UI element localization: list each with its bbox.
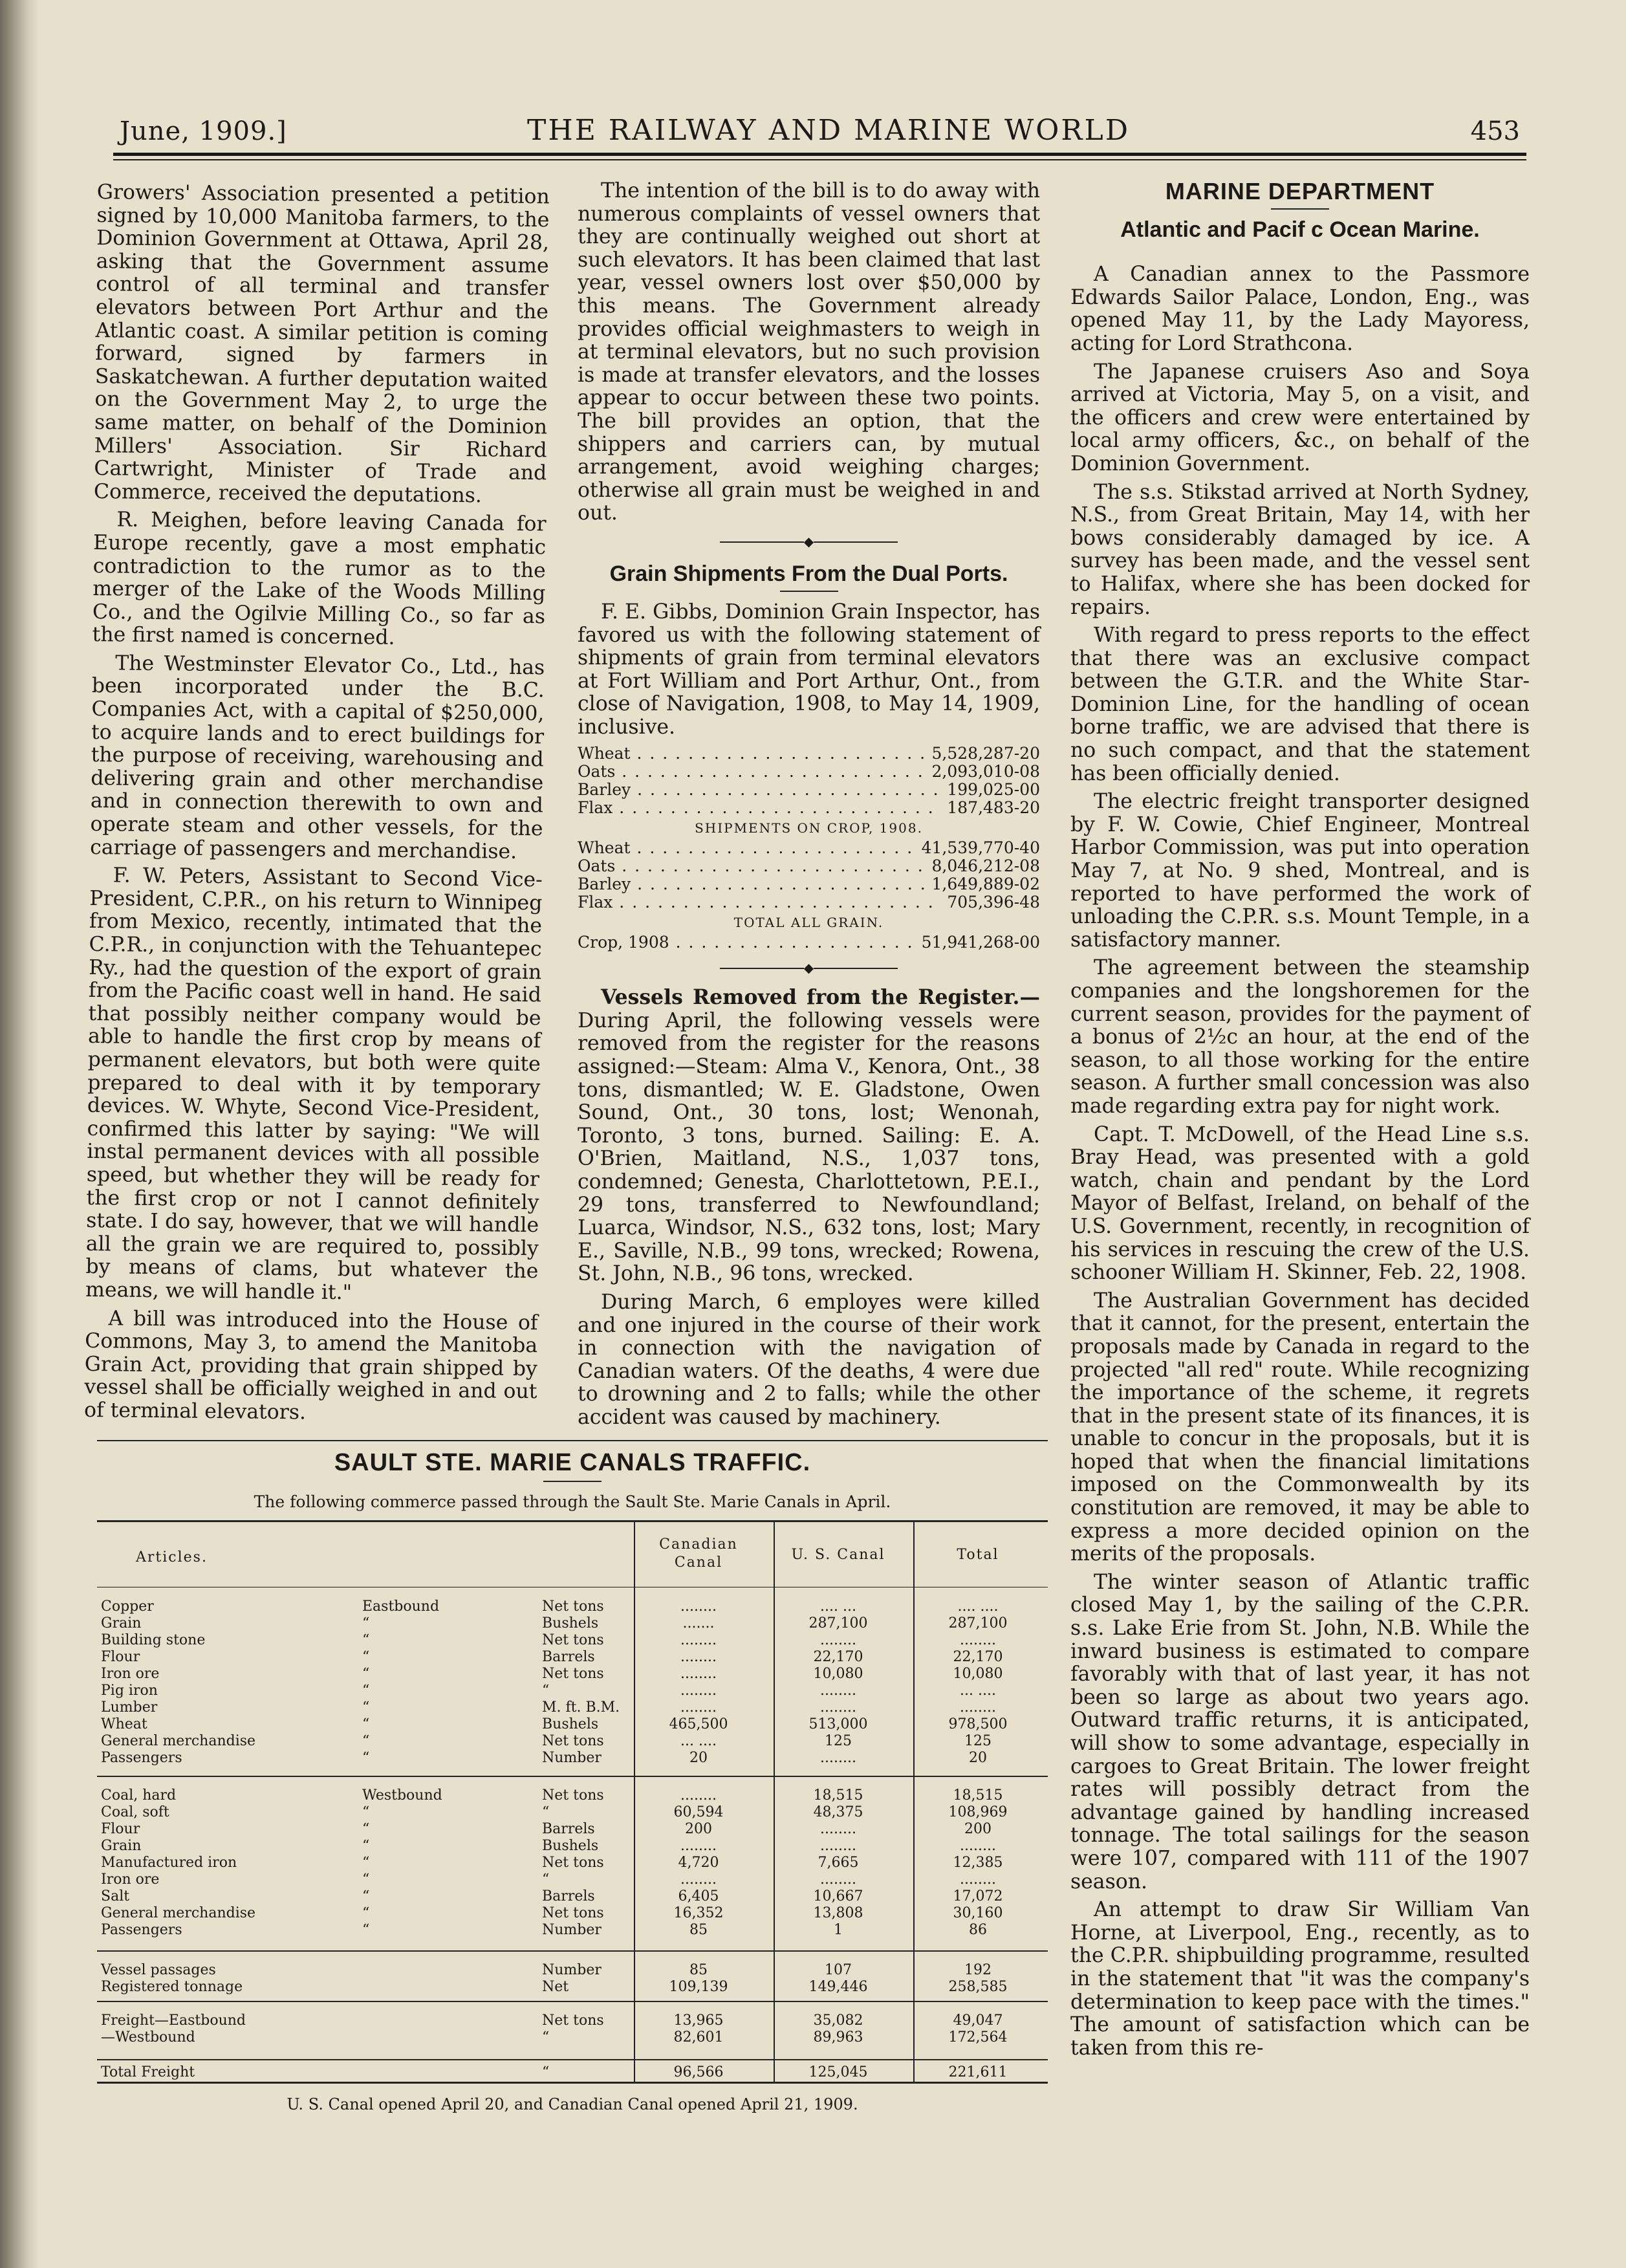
- total-row: Crop, 1908 . . . 51,941,268-00: [578, 933, 1040, 952]
- cell-art: Grain: [101, 1838, 142, 1854]
- crop-heading: SHIPMENTS ON CROP, 1908.: [695, 820, 923, 836]
- cell-c2: 13,808: [813, 1905, 863, 1921]
- canal-table-title: SAULT STE. MARIE CANALS TRAFFIC.: [334, 1449, 811, 1476]
- cell-art: Freight—Eastbound: [101, 2012, 246, 2029]
- cell-art: Wheat: [101, 1716, 147, 1732]
- cell-dir: “: [362, 1888, 370, 1904]
- cell-c2: 7,665: [818, 1855, 859, 1871]
- cell-c3: .... ....: [957, 1598, 999, 1615]
- cell-unit: Net tons: [542, 1855, 604, 1871]
- cell-c1: 200: [685, 1821, 712, 1837]
- cell-c2: 125: [825, 1733, 852, 1749]
- cell-dir: “: [362, 1804, 370, 1820]
- cell-unit: Barrels: [542, 1888, 595, 1904]
- cell-dir: “: [362, 1871, 370, 1888]
- vessels-removed-lead: Vessels Removed from the Register.—: [601, 985, 1040, 1010]
- cell-art: Coal, soft: [101, 1804, 169, 1820]
- cell-c1: 4,720: [678, 1855, 719, 1871]
- cell-c3: ........: [960, 1871, 996, 1888]
- cell-art: General merchandise: [101, 1733, 256, 1749]
- cell-unit: Net: [542, 1979, 569, 1995]
- cell-c3: 125: [964, 1733, 992, 1749]
- column-1: [84, 181, 550, 1432]
- paragraph: The electric freight transporter designed by F. W. Cowie, Chief Engineer, Montreal Harbor Commission, was put into operation May 7, at No. 9 shed, Montreal, and is reported to have performed the work of unloading the C.P.R. s.s. Mount Temple, in a satisfactory manner.: [1070, 790, 1530, 952]
- cell-c2: ........: [820, 1838, 856, 1854]
- grain-row: Oats . . . 2,093,010-08: [578, 763, 1040, 781]
- grain-row: Wheat . . . 5,528,287-20: [578, 745, 1040, 763]
- cell-art: Iron ore: [101, 1666, 160, 1682]
- cell-unit: Net tons: [542, 1632, 604, 1648]
- table-row: [97, 1615, 1048, 1632]
- table-row: [97, 1649, 1048, 1666]
- cell-c1: 465,500: [669, 1716, 728, 1732]
- cell-dir: “: [362, 1615, 370, 1631]
- cell-c3: 12,385: [953, 1855, 1003, 1871]
- cell-unit: Net tons: [542, 2012, 604, 2029]
- table-row: [97, 1716, 1048, 1733]
- canal-table-subtitle: The following commerce passed through the Sault Ste. Marie Canals in April.: [254, 1492, 891, 1511]
- cell-c1: 16,352: [673, 1905, 724, 1921]
- cell-art: Registered tonnage: [101, 1979, 243, 1995]
- cell-c1: 85: [689, 1962, 708, 1978]
- paragraph: Capt. T. McDowell, of the Head Line s.s. Bray Head, was presented with a gold watch, chain and pendant by the Lord Mayor of Belfast, Ireland, on behalf of the U.S. Government, recently, in recognition of his services in rescuing the crew of the U.S. schooner William H. Skinner, Feb. 22, 1908.: [1070, 1122, 1530, 1285]
- cell-c3: ... ....: [960, 1683, 996, 1699]
- grain-shipments-title: Grain Shipments From the Dual Ports.: [609, 561, 1008, 586]
- cell-c3: 22,170: [953, 1649, 1003, 1665]
- header-rule: [113, 153, 1526, 156]
- cell-c1: ... ....: [680, 1733, 717, 1749]
- cell-c1: 60,594: [673, 1804, 724, 1820]
- grain-row: Barley . . . 199,025-00: [578, 781, 1040, 799]
- cell-dir: “: [362, 1821, 370, 1837]
- table-row: [97, 1905, 1048, 1922]
- cell-unit: Net tons: [542, 1733, 604, 1749]
- cell-c3: ........: [960, 1632, 996, 1648]
- paragraph: A Canadian annex to the Passmore Edwards Sailor Palace, London, Eng., was opened May 11, by the Lady Mayoress, acting for Lord Strathcona.: [1070, 263, 1530, 355]
- canal-traffic-section: [97, 1449, 1048, 2113]
- paragraph: An attempt to draw Sir William Van Horne, at Liverpool, Eng., recently, as to the C.P.R. shipbuilding programme, resulted in the statement that "it was the company's determination to keep pace with the times." The amount of satisfaction which can be taken from this re-: [1070, 1898, 1530, 2060]
- crop-row: Flax . . . 705,396-48: [578, 893, 1040, 911]
- cell-c3: 172,564: [948, 2029, 1008, 2045]
- cell-art: Passengers: [101, 1922, 182, 1938]
- cell-c3: 49,047: [953, 2012, 1003, 2029]
- cell-c1: 82,601: [673, 2029, 724, 2045]
- table-row: [97, 1888, 1048, 1905]
- column-3: [1070, 180, 1530, 2065]
- paragraph: The Australian Government has decided that it cannot, for the present, entertain the proposals made by Canada in regard to the projected "all red" route. While recognizing the importance of the scheme, it regrets that in the present state of its finances, it is unable to concur in the proposals, but it is hoped that when the financial limitations imposed on the Commonwealth by its constitution are removed, it may be able to express a more decided opinion on the merits of the proposals.: [1070, 1289, 1530, 1566]
- cell-dir: “: [362, 1855, 370, 1871]
- cell-c3: 10,080: [953, 1666, 1003, 1682]
- cell-c2: 125,045: [808, 2064, 868, 2080]
- grain-row: Flax . . . 187,483-20: [578, 799, 1040, 817]
- cell-c2: 10,080: [813, 1666, 863, 1682]
- ornament-divider: ◆: [578, 530, 1040, 554]
- cell-c2: 107: [825, 1962, 852, 1978]
- table-row: [97, 1750, 1048, 1767]
- cell-unit: “: [542, 2064, 550, 2080]
- cell-c3: 192: [964, 1962, 992, 1978]
- cell-dir: “: [362, 1733, 370, 1749]
- cell-art: Total Freight: [101, 2064, 195, 2080]
- cell-art: Grain: [101, 1615, 142, 1631]
- cell-dir: Eastbound: [362, 1598, 440, 1615]
- table-row: [97, 1598, 1048, 1615]
- table-row: [97, 1683, 1048, 1699]
- cell-unit: Number: [542, 1922, 602, 1938]
- cell-c2: 89,963: [813, 2029, 863, 2045]
- table-row: [97, 2012, 1048, 2029]
- header-rule-thin: [113, 159, 1526, 160]
- cell-art: General merchandise: [101, 1905, 256, 1921]
- cell-dir: “: [362, 1716, 370, 1732]
- paragraph: With regard to press reports to the effect that there was an exclusive compact between the G.T.R. and the White Star-Dominion Line, for the handling of ocean borne traffic, we are advised that there is no such compact, and that the statement has been officially denied.: [1070, 624, 1530, 785]
- cell-unit: Bushels: [542, 1615, 599, 1631]
- page-number: 453: [1470, 116, 1520, 146]
- cell-dir: Westbound: [362, 1787, 442, 1804]
- cell-c3: 30,160: [953, 1905, 1003, 1921]
- group-divider: [97, 2059, 1048, 2060]
- paragraph: The intention of the bill is to do away with numerous complaints of vessel owners that they are continually weighed out short at such elevators. It has been claimed that last year, vessel owners lost over $50,000 by this means. The Government already provides official weighmasters to weigh in at terminal elevators, but no such provision is made at transfer elevators, and the losses appear to occur between these two points. The bill provides an option, that the shippers and carriers can, by mutual arrangement, avoid weighing charges; otherwise all grain must be weighed in and out.: [578, 179, 1040, 525]
- table-row: [97, 1632, 1048, 1649]
- cell-c3: ........: [960, 1838, 996, 1854]
- column-2: [578, 180, 1040, 1435]
- cell-unit: Bushels: [542, 1716, 599, 1732]
- cell-c2: 22,170: [813, 1649, 863, 1665]
- cell-c1: 20: [689, 1750, 708, 1766]
- cell-c1: 85: [689, 1922, 708, 1938]
- paragraph: The agreement between the steamship companies and the longshoremen for the current season, provides for the payment of a bonus of 2½c an hour, at the end of the season, to all those working for the entire season. A further small concession was also made regarding extra pay for night work.: [1070, 956, 1530, 1118]
- cell-c1: 109,139: [669, 1979, 728, 1995]
- table-row: [97, 1804, 1048, 1821]
- cell-c1: 13,965: [673, 2012, 724, 2029]
- paragraph: R. Meighen, before leaving Canada for Europe recently, gave a most emphatic contradiction to the rumor as to the merger of the Lake of the Woods Milling Co., and the Ogilvie Milling Co., so far as the first named is concerned.: [92, 508, 547, 650]
- cell-c2: ........: [820, 1750, 856, 1766]
- table-row: [97, 2064, 1048, 2081]
- title-dash: [1271, 208, 1329, 210]
- cell-unit: “: [542, 2029, 550, 2045]
- cell-c3: 978,500: [948, 1716, 1008, 1732]
- group-divider: [97, 2001, 1048, 2002]
- cell-art: Lumber: [101, 1699, 158, 1716]
- cell-c1: ........: [680, 1632, 717, 1648]
- grain-shipments-table: [578, 745, 1040, 952]
- marine-department-title: MARINE DEPARTMENT: [1165, 178, 1435, 204]
- paragraph: [578, 986, 1040, 1286]
- crop-row: Wheat . . . 41,539,770-40: [578, 839, 1040, 857]
- cell-dir: “: [362, 1838, 370, 1854]
- table-row: [97, 1838, 1048, 1855]
- cell-art: Coal, hard: [101, 1787, 177, 1804]
- table-row: [97, 1666, 1048, 1683]
- cell-c2: ........: [820, 1699, 856, 1716]
- cell-c2: ........: [820, 1632, 856, 1648]
- table-row: [97, 1979, 1048, 1996]
- table-row: [97, 2029, 1048, 2046]
- paragraph: The Westminster Elevator Co., Ltd., has been incorporated under the B.C. Companies Act, with a capital of $250,000, to acquire lands and to erect buildings for the purpose of receiving, warehousing and delivering grain and other merchandise and in connection therewith to own and operate steam and other vessels, for the carriage of passengers and merchandise.: [90, 651, 545, 864]
- page-binding-shadow: [0, 0, 39, 2268]
- cell-unit: Barrels: [542, 1649, 595, 1665]
- ocean-marine-subtitle: Atlantic and Pacif c Ocean Marine.: [1120, 217, 1480, 242]
- table-header: [97, 1522, 1048, 1587]
- canal-footnote: U. S. Canal opened April 20, and Canadian Canal opened April 21, 1909.: [287, 2095, 858, 2113]
- cell-unit: Net tons: [542, 1905, 604, 1921]
- cell-c3: 200: [964, 1821, 992, 1837]
- cell-art: Salt: [101, 1888, 130, 1904]
- cell-c1: 96,566: [673, 2064, 724, 2080]
- cell-art: Copper: [101, 1598, 154, 1615]
- cell-c1: ........: [680, 1838, 717, 1854]
- cell-unit: Net tons: [542, 1598, 604, 1615]
- cell-art: Vessel passages: [101, 1962, 216, 1978]
- cell-c2: 10,667: [813, 1888, 863, 1904]
- cell-c3: 86: [969, 1922, 987, 1938]
- cell-dir: “: [362, 1683, 370, 1699]
- paragraph: A bill was introduced into the House of Commons, May 3, to amend the Manitoba Grain Act, providing that grain shipped by vessel shall be officially weighed in and out of terminal elevators.: [83, 1306, 538, 1424]
- canal-traffic-table: [97, 1520, 1048, 2084]
- header-us-canal: U. S. Canal: [791, 1547, 885, 1563]
- cell-c3: 258,585: [948, 1979, 1008, 1995]
- cell-unit: Net tons: [542, 1666, 604, 1682]
- paragraph: F. W. Peters, Assistant to Second Vice-President, C.P.R., on his return to Winnipeg from Mexico, recently, intimated that the C.P.R., in conjunction with the Tehuantepec Ry., had the question of the export of grain from the Pacific coast well in hand. He said that possibly neither company would be able to handle the first crop by means of permanent elevators, but both were quite prepared to deal with it by temporary devices. W. Whyte, Second Vice-President, confirmed this latter by saying: "We will instal permanent devices with all possible speed, but whether they will be ready for the first crop or not I cannot definitely state. I do say, however, that we will handle all the grain we are required to, possibly by means of clams, but whatever the means, we will handle it.": [85, 864, 543, 1305]
- cell-dir: “: [362, 1905, 370, 1921]
- cell-art: Pig iron: [101, 1683, 158, 1699]
- cell-c1: ........: [680, 1787, 717, 1804]
- table-row: [97, 1922, 1048, 1939]
- title-dash: [543, 1481, 602, 1482]
- cell-c1: ........: [680, 1683, 717, 1699]
- cell-dir: “: [362, 1699, 370, 1716]
- cell-art: Manufactured iron: [101, 1855, 237, 1871]
- header-canadian-1: Canadian: [659, 1536, 738, 1553]
- cell-c1: ........: [680, 1598, 717, 1615]
- vessels-removed-text: During April, the following vessels were removed from the register for the reasons assigned:—Steam: Alma V., Kenora, Ont., 38 tons, dismantled; W. E. Gladstone, Owen Sound, Ont., 30 tons, lost; Wenonah, Toronto, 3 tons, burned. Sailing: E. A. O'Brien, Maitland, N.S., 1,037 tons, condemned; Genesta, Charlottetown, P.E.I., 29 tons, transferred to Newfoundland; Luarca, Windsor, N.S., 632 tons, lost; Mary E., Saville, N.B., 99 tons, wrecked; Rowena, St. John, N.B., 96 tons, wrecked.: [578, 1009, 1040, 1286]
- cell-unit: Net tons: [542, 1787, 604, 1804]
- cell-art: Building stone: [101, 1632, 206, 1648]
- cell-unit: Bushels: [542, 1838, 599, 1854]
- cell-c3: 108,969: [948, 1804, 1008, 1820]
- cell-c2: 48,375: [813, 1804, 863, 1820]
- cell-c1: ........: [680, 1666, 717, 1682]
- table-row: [97, 1787, 1048, 1804]
- cell-c3: 20: [969, 1750, 987, 1766]
- cell-unit: Number: [542, 1962, 602, 1978]
- cell-c2: 18,515: [813, 1787, 863, 1804]
- cell-c2: ........: [820, 1683, 856, 1699]
- cell-dir: “: [362, 1649, 370, 1665]
- cell-c1: ........: [680, 1649, 717, 1665]
- cell-c3: 18,515: [953, 1787, 1003, 1804]
- cell-c3: 221,611: [948, 2064, 1008, 2080]
- cell-unit: Barrels: [542, 1821, 595, 1837]
- page-header: [113, 110, 1539, 155]
- cell-c3: 17,072: [953, 1888, 1003, 1904]
- table-row: [97, 1699, 1048, 1716]
- cell-c2: 287,100: [808, 1615, 868, 1631]
- cell-art: Iron ore: [101, 1871, 160, 1888]
- cell-c1: 6,405: [678, 1888, 719, 1904]
- cell-c3: ........: [960, 1699, 996, 1716]
- total-heading: TOTAL ALL GRAIN.: [733, 914, 884, 930]
- cell-c2: 35,082: [813, 2012, 863, 2029]
- ornament-divider: ◆: [578, 957, 1040, 980]
- cell-c2: ........: [820, 1821, 856, 1837]
- group-divider: [97, 1950, 1048, 1952]
- header-canadian-2: Canal: [674, 1554, 723, 1571]
- paragraph: The Japanese cruisers Aso and Soya arrived at Victoria, May 5, on a visit, and the officers and crew were entertained by local army officers, &c., on behalf of the Dominion Government.: [1070, 360, 1530, 475]
- cell-unit: Number: [542, 1750, 602, 1766]
- cell-art: Flour: [101, 1821, 140, 1837]
- paragraph: The winter season of Atlantic traffic closed May 1, by the sailing of the C.P.R. s.s. Lake Erie from St. John, N.B. While the inward business is estimated to compare favorably with that of last year, it has not been so large as about two years ago. Outward traffic returns, it is anticipated, will show to some advantage, especially in cargoes to Great Britain. The lower freight rates will possibly detract from the advantage gained by handling increased tonnage. The total sailings for the season were 107, compared with 111 of the 1907 season.: [1070, 1570, 1530, 1893]
- cell-c2: 149,446: [808, 1979, 868, 1995]
- issue-date: June, 1909.]: [120, 116, 287, 146]
- cell-unit: “: [542, 1871, 550, 1888]
- cell-c1: ........: [680, 1699, 717, 1716]
- table-row: [97, 1821, 1048, 1838]
- cell-c2: 513,000: [808, 1716, 868, 1732]
- section-separator: [97, 1440, 1048, 1441]
- cell-unit: M. ft. B.M.: [542, 1699, 620, 1716]
- cell-c1: .......: [682, 1615, 715, 1631]
- cell-c1: ........: [680, 1871, 717, 1888]
- cell-dir: “: [362, 1750, 370, 1766]
- cell-dir: “: [362, 1666, 370, 1682]
- header-total: Total: [957, 1547, 999, 1563]
- header-articles: Articles.: [136, 1549, 208, 1565]
- cell-c2: ........: [820, 1871, 856, 1888]
- paragraph: The s.s. Stikstad arrived at North Sydney, N.S., from Great Britain, May 14, with her bows considerably damaged by ice. A survey has been made, and the vessel sent to Halifax, where she has been docked for repairs.: [1070, 480, 1530, 619]
- cell-c3: 287,100: [948, 1615, 1008, 1631]
- paragraph: F. E. Gibbs, Dominion Grain Inspector, has favored us with the following statement of shipments of grain from terminal elevators at Fort William and Port Arthur, Ont., from close of Navigation, 1908, to May 14, 1909, inclusive.: [578, 600, 1040, 739]
- cell-art: Flour: [101, 1649, 140, 1665]
- cell-unit: “: [542, 1683, 550, 1699]
- cell-unit: “: [542, 1804, 550, 1820]
- cell-art: Passengers: [101, 1750, 182, 1766]
- table-row: [97, 1855, 1048, 1871]
- table-row: [97, 1962, 1048, 1979]
- title-dash: [780, 591, 838, 592]
- paragraph: Growers' Association presented a petition signed by 10,000 Manitoba farmers, to the Dominion Government at Ottawa, April 28, asking that the Government assume control of all terminal and transfer elevators between Port Arthur and the Atlantic coast. A similar petition is coming forward, signed by farmers in Saskatchewan. A further deputation waited on the Government May 2, to urge the same matter, on behalf of the Dominion Millers' Association. Sir Richard Cartwright, Minister of Trade and Commerce, received the deputations.: [93, 180, 550, 507]
- cell-c2: 1: [834, 1922, 843, 1938]
- cell-c2: .... ...: [820, 1598, 856, 1615]
- cell-dir: “: [362, 1922, 370, 1938]
- cell-dir: “: [362, 1632, 370, 1648]
- crop-row: Oats . . . 8,046,212-08: [578, 857, 1040, 875]
- table-row: [97, 1871, 1048, 1888]
- journal-title: THE RAILWAY AND MARINE WORLD: [527, 114, 1130, 147]
- crop-row: Barley . . . 1,649,889-02: [578, 875, 1040, 893]
- paragraph: During March, 6 employes were killed and one injured in the course of their work in connection with the navigation of Canadian waters. Of the deaths, 4 were due to drowning and 2 to falls; while the other accident was caused by machinery.: [578, 1290, 1040, 1429]
- cell-art: —Westbound: [101, 2029, 195, 2045]
- table-row: [97, 1733, 1048, 1750]
- group-divider: [97, 1776, 1048, 1777]
